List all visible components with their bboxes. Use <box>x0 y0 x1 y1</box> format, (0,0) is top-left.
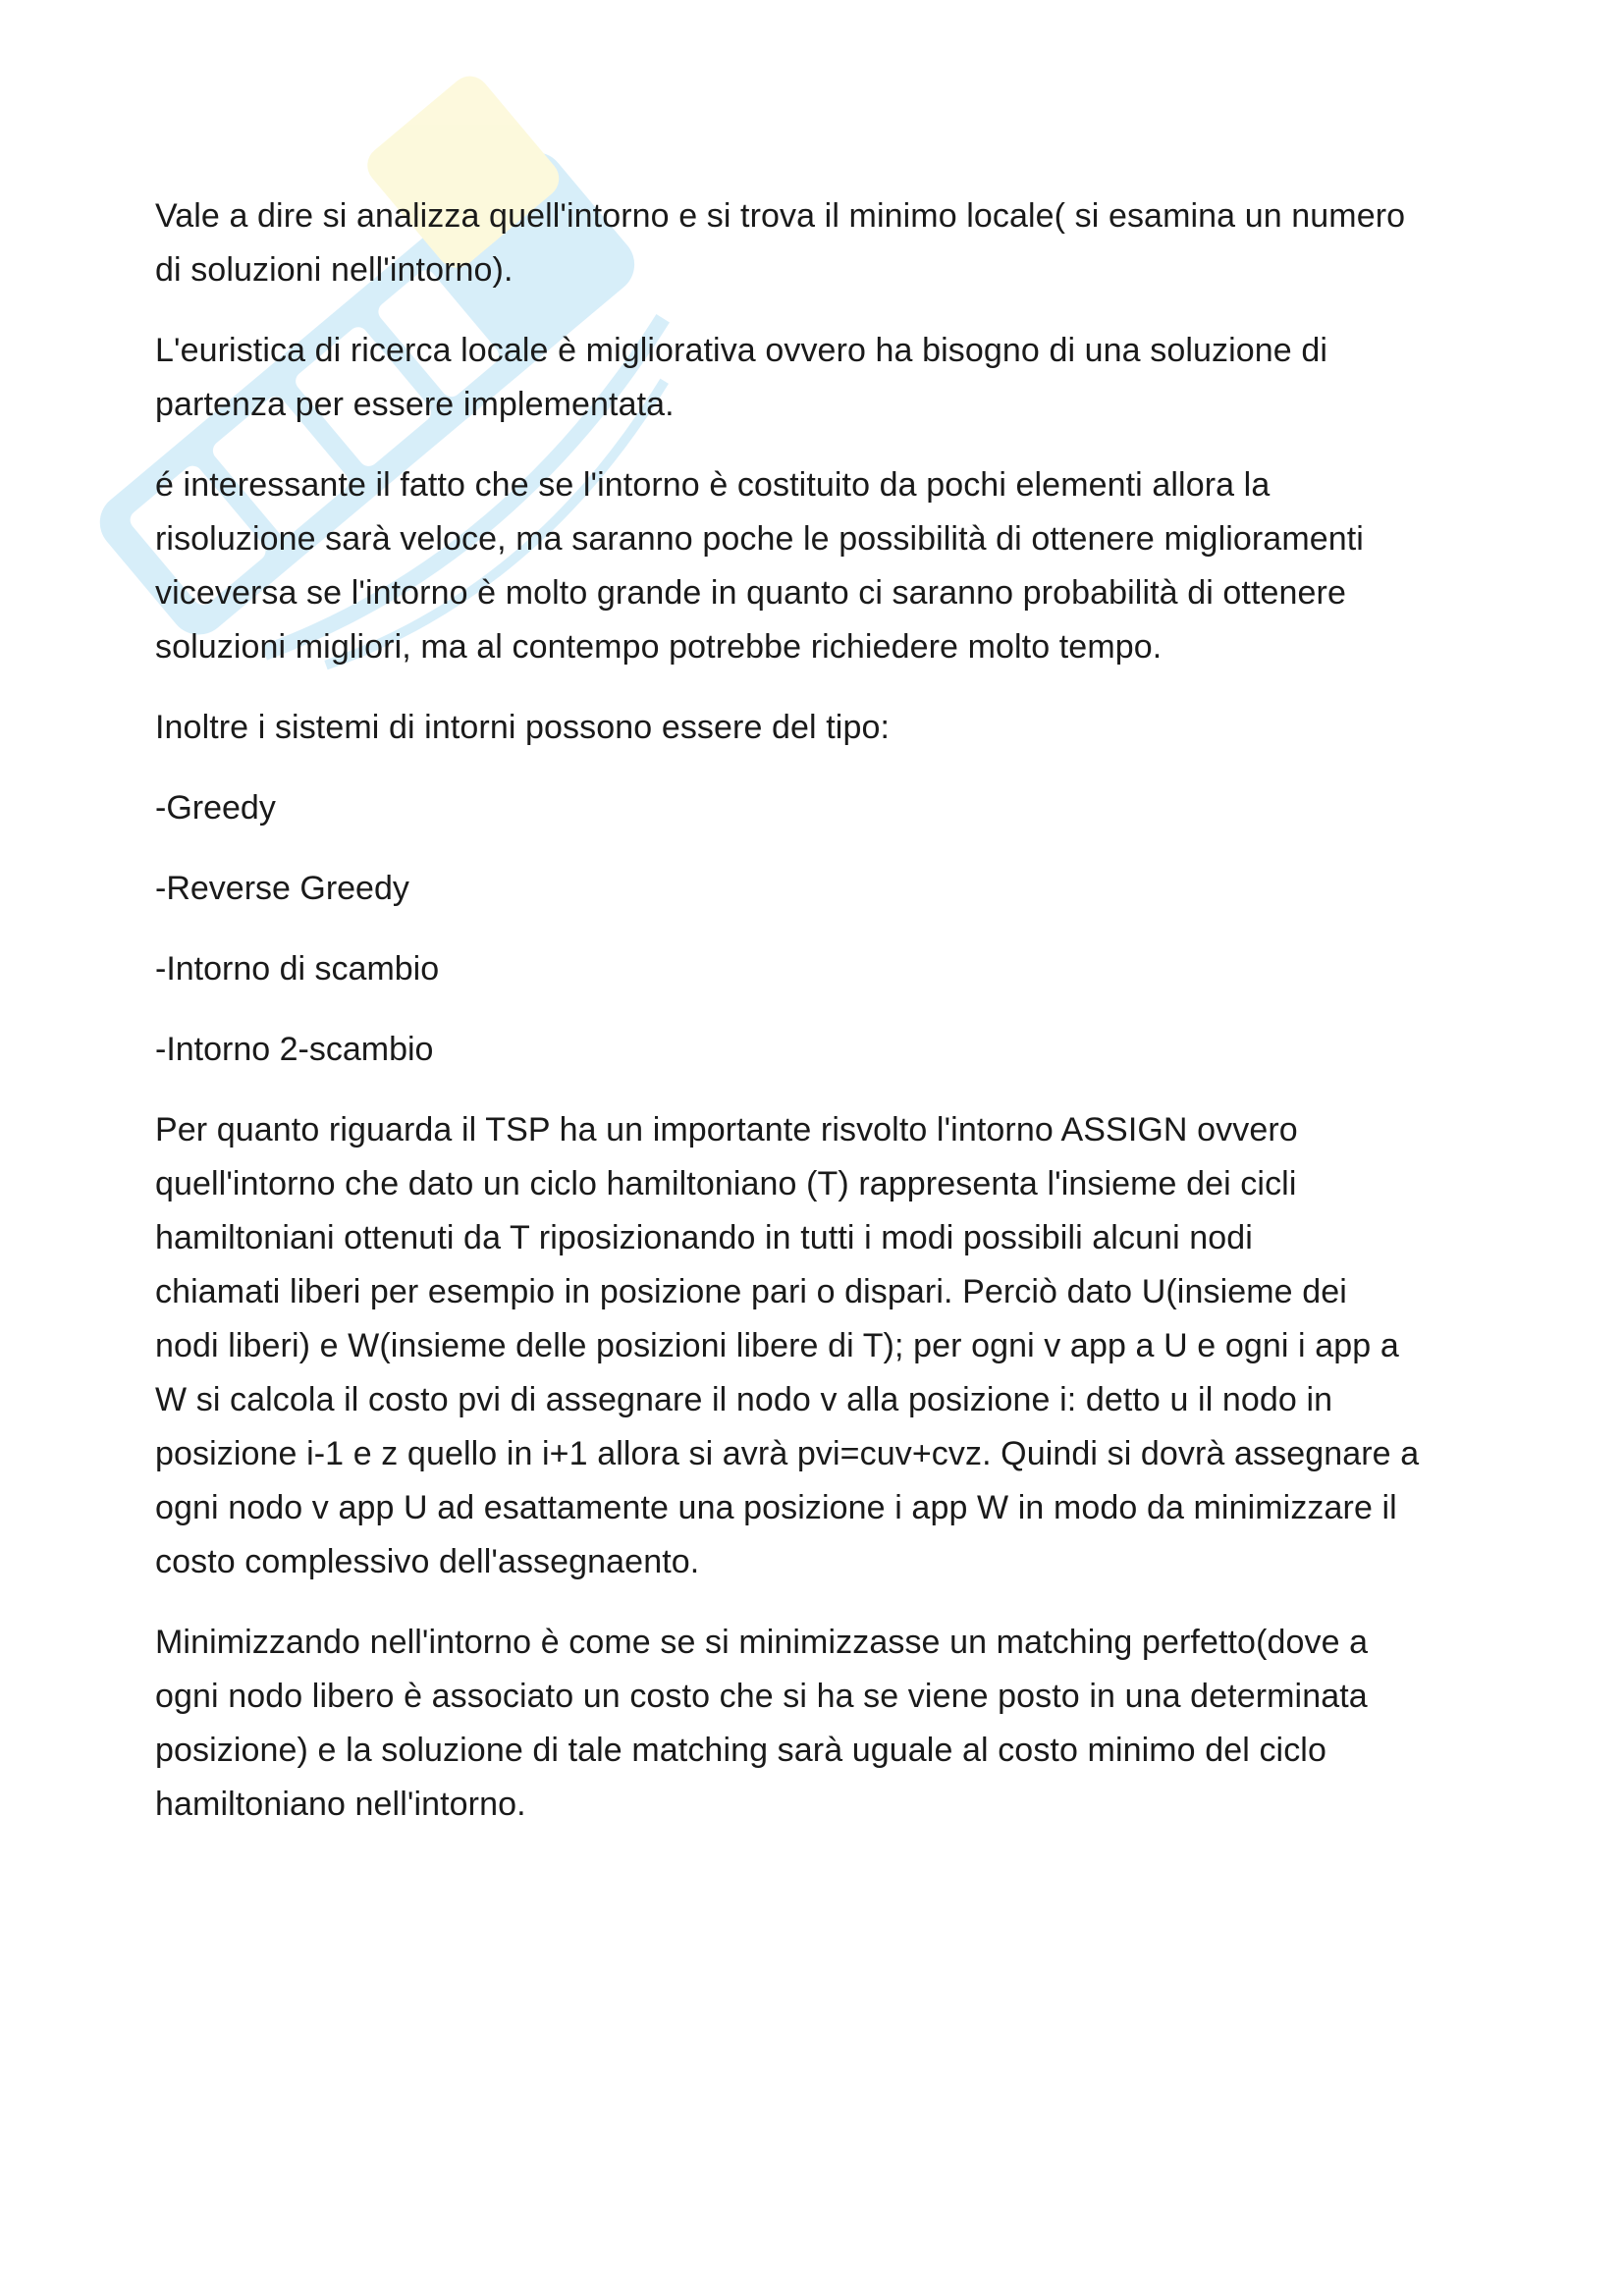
text-line: hamiltoniano nell'intorno. <box>155 1786 526 1823</box>
text-line: posizione i-1 e z quello in i+1 allora si avrà pvi=cuv+cvz. Quindi si dovrà assegnare a <box>155 1435 1420 1472</box>
paragraph-neighborhood-types <box>155 701 1471 755</box>
text-line: Per quanto riguarda il TSP ha un importante risvolto l'intorno ASSIGN ovvero <box>155 1111 1298 1148</box>
paragraph-matching <box>155 1616 1471 1832</box>
paragraph-heuristic <box>155 324 1471 432</box>
text-line: é interessante il fatto che se l'intorno è costituito da pochi elementi allora la <box>155 466 1271 504</box>
text-line: risoluzione sarà veloce, ma saranno poche le possibilità di ottenere miglioramenti <box>155 520 1364 558</box>
paragraph-tsp-assign <box>155 1103 1471 1589</box>
document-body <box>155 189 1471 1858</box>
text-line: L'euristica di ricerca locale è migliorativa ovvero ha bisogno di una soluzione di <box>155 332 1327 369</box>
text-line: ogni nodo libero è associato un costo che si ha se viene posto in una determinata <box>155 1678 1368 1715</box>
list-item: -Greedy <box>155 789 276 827</box>
list-item: -Intorno di scambio <box>155 950 440 988</box>
text-line: nodi liberi) e W(insieme delle posizioni libere di T); per ogni v app a U e ogni i app a <box>155 1327 1399 1364</box>
list-item: -Reverse Greedy <box>155 870 409 907</box>
text-line: ogni nodo v app U ad esattamente una posizione i app W in modo da minimizzare il <box>155 1489 1397 1526</box>
text-line: soluzioni migliori, ma al contempo potrebbe richiedere molto tempo. <box>155 628 1163 666</box>
paragraph-local-minimum <box>155 189 1471 297</box>
text-line: quell'intorno che dato un ciclo hamiltoniano (T) rappresenta l'insieme dei cicli <box>155 1165 1297 1202</box>
text-line: costo complessivo dell'assegnaento. <box>155 1543 700 1580</box>
text-line: chiamati liberi per esempio in posizione pari o dispari. Perciò dato U(insieme dei <box>155 1273 1347 1310</box>
text-line: hamiltoniani ottenuti da T riposizionando in tutti i modi possibili alcuni nodi <box>155 1219 1253 1256</box>
text-line: posizione) e la soluzione di tale matching sarà uguale al costo minimo del ciclo <box>155 1732 1326 1769</box>
text-line: di soluzioni nell'intorno). <box>155 251 514 289</box>
text-line: W si calcola il costo pvi di assegnare il nodo v alla posizione i: detto u il nodo in <box>155 1381 1333 1418</box>
text-line: Vale a dire si analizza quell'intorno e si trova il minimo locale( si esamina un numero <box>155 197 1406 235</box>
text-line: partenza per essere implementata. <box>155 386 675 423</box>
paragraph-neighborhood-size <box>155 458 1471 674</box>
text-line: Minimizzando nell'intorno è come se si minimizzasse un matching perfetto(dove a <box>155 1624 1369 1661</box>
text-line: viceversa se l'intorno è molto grande in quanto ci saranno probabilità di ottenere <box>155 574 1346 612</box>
text-line: Inoltre i sistemi di intorni possono essere del tipo: <box>155 709 891 746</box>
list-item: -Intorno 2-scambio <box>155 1031 434 1068</box>
